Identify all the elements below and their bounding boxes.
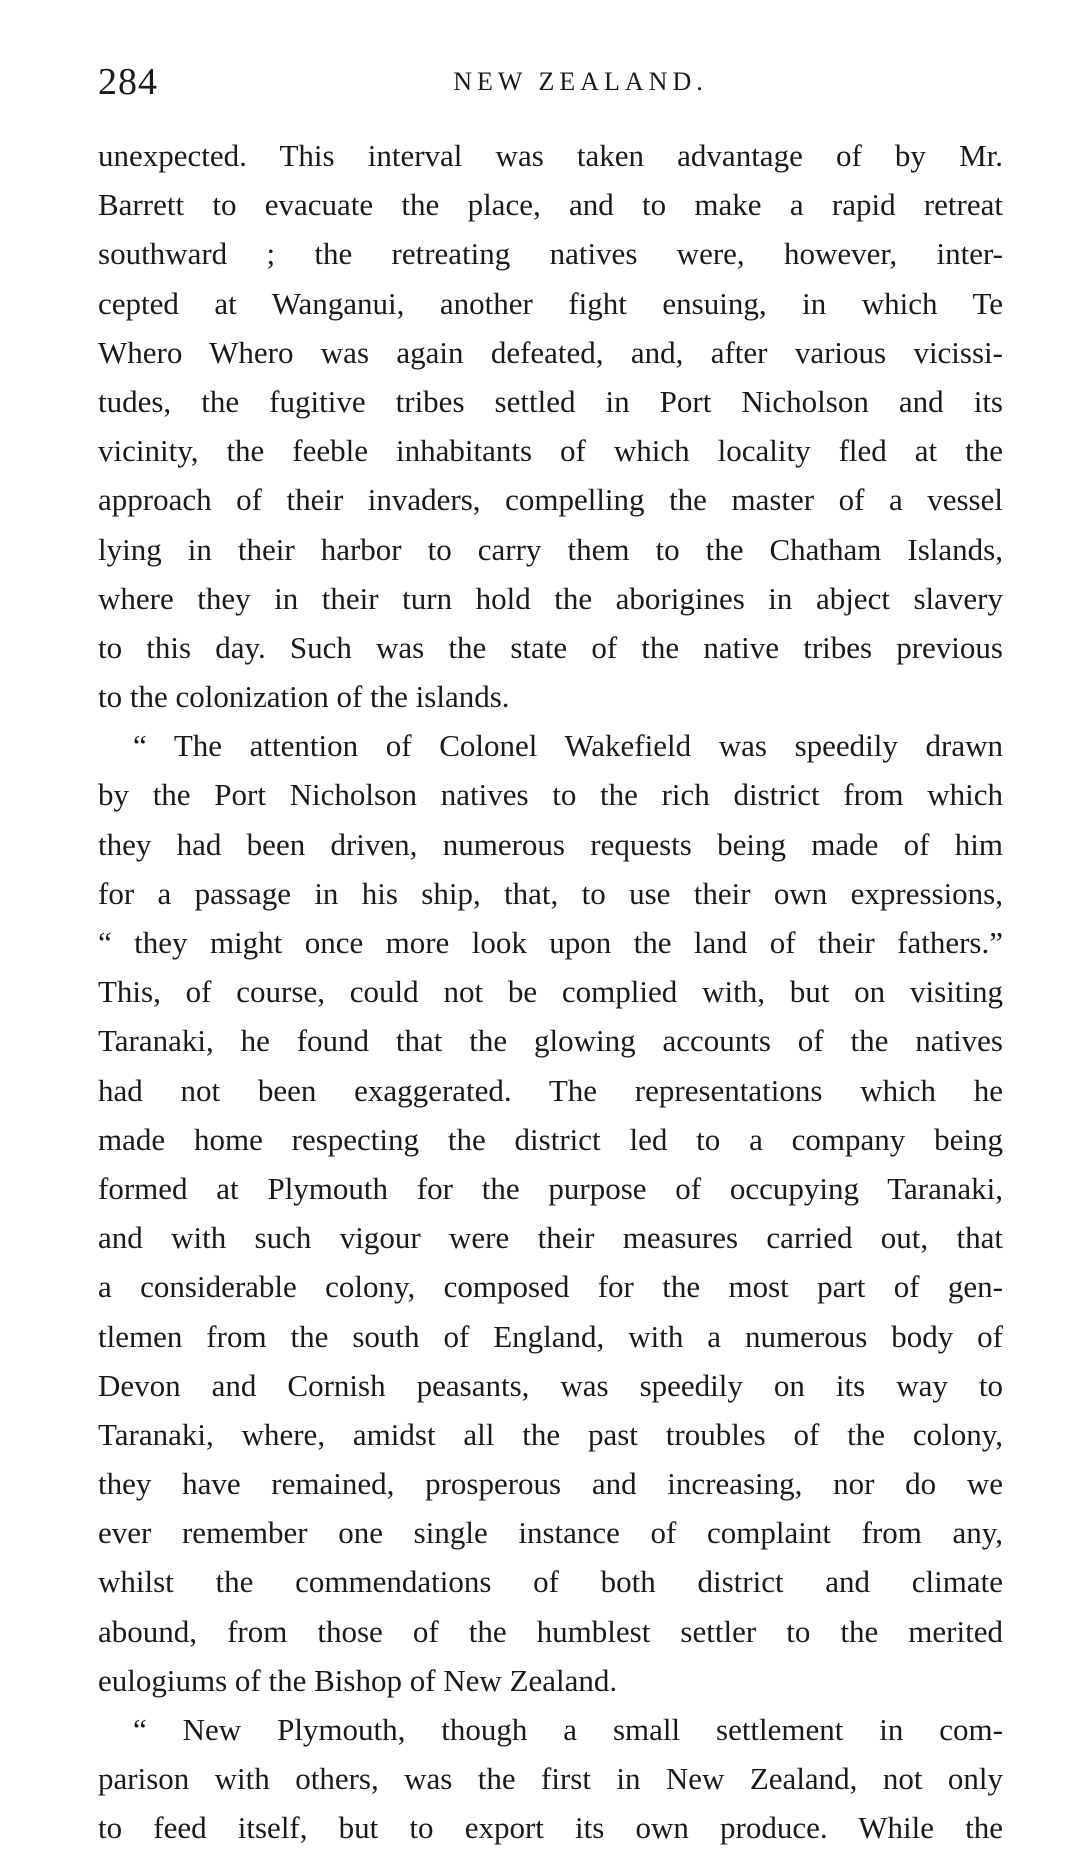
text-line: they have remained, prosperous and increasing, nor do we xyxy=(98,1466,1003,1502)
page-number: 284 xyxy=(98,61,158,103)
text-line: cepted at Wanganui, another fight ensuing, in which Te xyxy=(98,285,1003,321)
text-line: lying in their harbor to carry them to the Chatham Islands, xyxy=(98,531,1003,567)
text-line: to feed itself, but to export its own produce. While the xyxy=(98,1810,1003,1846)
text-line: “ they might once more look upon the land of their fathers.” xyxy=(98,925,1003,960)
paragraph-start-line: “ New Plymouth, though a small settlement in com- xyxy=(133,1712,1003,1747)
text-line: to this day. Such was the state of the native tribes previous xyxy=(98,629,1003,665)
paragraph-end-line: to the colonization of the islands. xyxy=(98,679,510,715)
text-line: for a passage in his ship, that, to use their own expressions, xyxy=(98,875,1003,911)
text-line: unexpected. This interval was taken advantage of by Mr. xyxy=(98,138,1003,173)
text-line: Devon and Cornish peasants, was speedily on its way to xyxy=(98,1367,1003,1403)
text-line: Taranaki, where, amidst all the past troubles of the colony, xyxy=(98,1416,1003,1452)
text-line: by the Port Nicholson natives to the rich district from which xyxy=(98,777,1003,813)
text-line: southward ; the retreating natives were, however, inter- xyxy=(98,236,1003,272)
text-line: Barrett to evacuate the place, and to make a rapid retreat xyxy=(98,187,1003,223)
text-line: had not been exaggerated. The representations which he xyxy=(98,1072,1003,1108)
text-line: abound, from those of the humblest settler to the merited xyxy=(98,1613,1003,1649)
text-line: vicinity, the feeble inhabitants of which locality fled at the xyxy=(98,433,1003,469)
paragraph-start-line: “ The attention of Colonel Wakefield was speedily drawn xyxy=(133,728,1003,764)
text-line: parison with others, was the first in New Zealand, not only xyxy=(98,1761,1003,1797)
text-line: a considerable colony, composed for the most part of gen- xyxy=(98,1269,1003,1305)
text-line: and with such vigour were their measures carried out, that xyxy=(98,1220,1003,1256)
text-line: they had been driven, numerous requests being made of him xyxy=(98,826,1003,862)
text-line: Whero Whero was again defeated, and, after various vicissi- xyxy=(98,334,1003,370)
text-line: formed at Plymouth for the purpose of occupying Taranaki, xyxy=(98,1170,1003,1206)
text-line: tudes, the fugitive tribes settled in Port Nicholson and its xyxy=(98,383,1003,419)
running-title: NEW ZEALAND. xyxy=(453,67,708,96)
page-header xyxy=(98,52,1003,112)
text-line: whilst the commendations of both district and climate xyxy=(98,1564,1003,1600)
text-line: This, of course, could not be complied with, but on visiting xyxy=(98,974,1003,1010)
text-line: Taranaki, he found that the glowing accounts of the natives xyxy=(98,1023,1003,1059)
text-line: made home respecting the district led to a company being xyxy=(98,1121,1003,1157)
paragraph-end-line: eulogiums of the Bishop of New Zealand. xyxy=(98,1662,618,1698)
body-text xyxy=(98,131,1003,1853)
text-line: approach of their invaders, compelling the master of a vessel xyxy=(98,482,1003,518)
text-line: tlemen from the south of England, with a numerous body of xyxy=(98,1318,1003,1354)
text-line: where they in their turn hold the aborigines in abject slavery xyxy=(98,580,1003,616)
text-line: ever remember one single instance of complaint from any, xyxy=(98,1515,1003,1551)
